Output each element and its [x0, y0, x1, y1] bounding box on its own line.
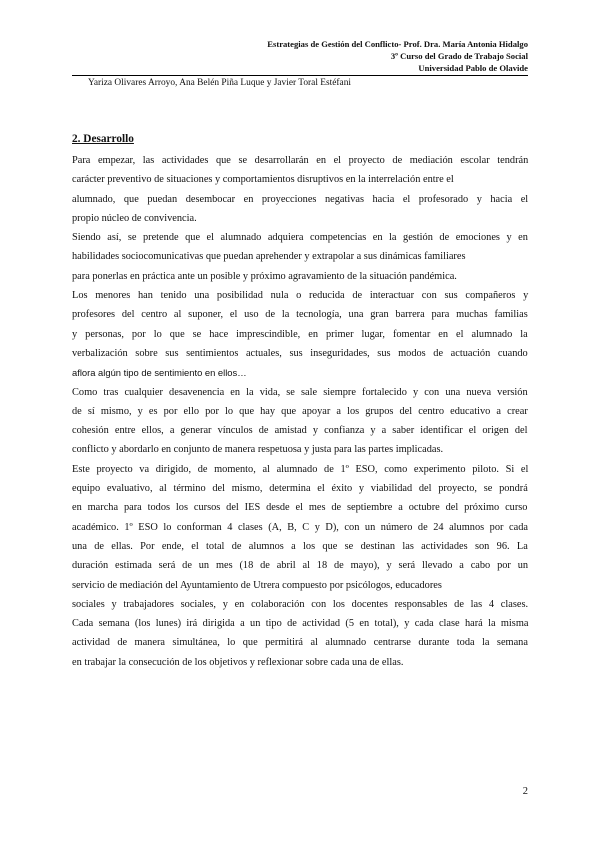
text-line: Para empezar, las actividades que se desarrollarán en el proyecto de mediación escolar tendrán: [72, 155, 529, 166]
header-divider: [72, 75, 528, 76]
text-line: sociales y trabajadores sociales, y en colaboración con los docentes responsables de las 4 clases.: [72, 598, 529, 610]
text-line: duración estimada será de un mes (18 de abril al 18 de mayo), y será llevado a cabo por un: [72, 560, 529, 572]
text-line: propio núcleo de convivencia.: [72, 212, 197, 224]
page-number: 2: [522, 786, 528, 797]
text-line: académico. 1º ESO lo conforman 4 clases (A, B, C y D), con un número de 24 alumnos por cada: [72, 521, 528, 533]
text-line: Este proyecto va dirigido, de momento, al alumnado de 1º ESO, como experimento piloto. Si el: [72, 463, 529, 475]
text-line: cohesión entre ellos, a generar vínculos de amistad y confianza y a saber identificar el origen del: [72, 425, 528, 437]
text-line: equipo evaluativo, al término del mismo, determina el éxito y viabilidad del proyecto, se pondrá: [72, 483, 528, 495]
text-line: habilidades sociocomunicativas que puedan aprehender y extrapolar a sus dinámicas familiares: [72, 251, 466, 263]
paragraph-intro: [72, 151, 528, 228]
section-heading: 2. Desarrollo: [72, 133, 134, 145]
paragraph-cohesion: [72, 383, 528, 460]
text-line: una de ellas. Por ende, el total de alumnos a los que se destinan las actividades son 96. La: [72, 540, 528, 552]
text-line: y personas, por lo que se hace imprescindible, en primer lugar, fomentar en el alumnado la: [72, 328, 528, 340]
authors-line: Yariza Olivares Arroyo, Ana Belén Piña Luque y Javier Toral Estéfani: [88, 78, 351, 88]
text-line: Cada semana (los lunes) irá dirigida a un tipo de actividad (5 en total), y cada clase hará la misma: [72, 618, 529, 630]
text-line: actividad de manera simultánea, lo que permitirá al alumnado centrarse durante toda la semana: [72, 637, 528, 649]
paragraph-project: [72, 460, 528, 672]
text-line: alumnado, que puedan desembocar en proyecciones negativas hacia el profesorado y hacia el: [72, 193, 529, 205]
text-line: verbalización sobre sus sentimientos actuales, sus inseguridades, sus modos de actuación cuando: [72, 347, 528, 359]
text-line: para ponerlas en práctica ante un posible y próximo agravamiento de la situación pandémica.: [72, 270, 457, 282]
text-line: en marcha para todos los cursos del IES desde el mes de septiembre a octubre del próximo curso: [72, 502, 528, 514]
text-line: profesores del centro al suponer, el uso de la tecnología, una gran barrera para muchas familias: [72, 309, 528, 321]
header-course-year: 3º Curso del Grado de Trabajo Social: [390, 51, 528, 61]
header-course-title: Estrategias de Gestión del Conflicto- Prof. Dra. María Antonia Hidalgo: [267, 39, 528, 49]
header-university: Universidad Pablo de Olavide: [418, 63, 528, 73]
text-line: de sí mismo, y es por ello por lo que hay que apoyar a los grupos del centro educativo a crear: [72, 405, 528, 417]
paragraph-minors: [72, 286, 528, 382]
paragraph-competencies: [72, 228, 528, 286]
text-line: Como tras cualquier desavenencia en la vida, se sale siempre fortalecido y con una nueva versión: [72, 386, 528, 398]
text-line: aflora algún tipo de sentimiento en ellos…: [72, 367, 247, 379]
text-line: conflicto y abordarlo en conjunto de manera respetuosa y justa para las partes implicadas.: [72, 444, 444, 456]
text-line: carácter preventivo de situaciones y comportamientos disruptivos en la interrelación entre el: [72, 174, 454, 186]
body-text: [72, 151, 528, 672]
text-line: en trabajar la consecución de los objetivos y reflexionar sobre cada una de ellas.: [72, 656, 404, 668]
text-line: Siendo así, se pretende que el alumnado adquiera competencias en la gestión de emociones y en: [72, 232, 528, 244]
text-line: Los menores han tenido una posibilidad nula o reducida de interactuar con sus compañeros y: [72, 290, 529, 302]
text-line: servicio de mediación del Ayuntamiento de Utrera compuesto por psicólogos, educadores: [72, 579, 442, 591]
page-header: [267, 38, 528, 74]
